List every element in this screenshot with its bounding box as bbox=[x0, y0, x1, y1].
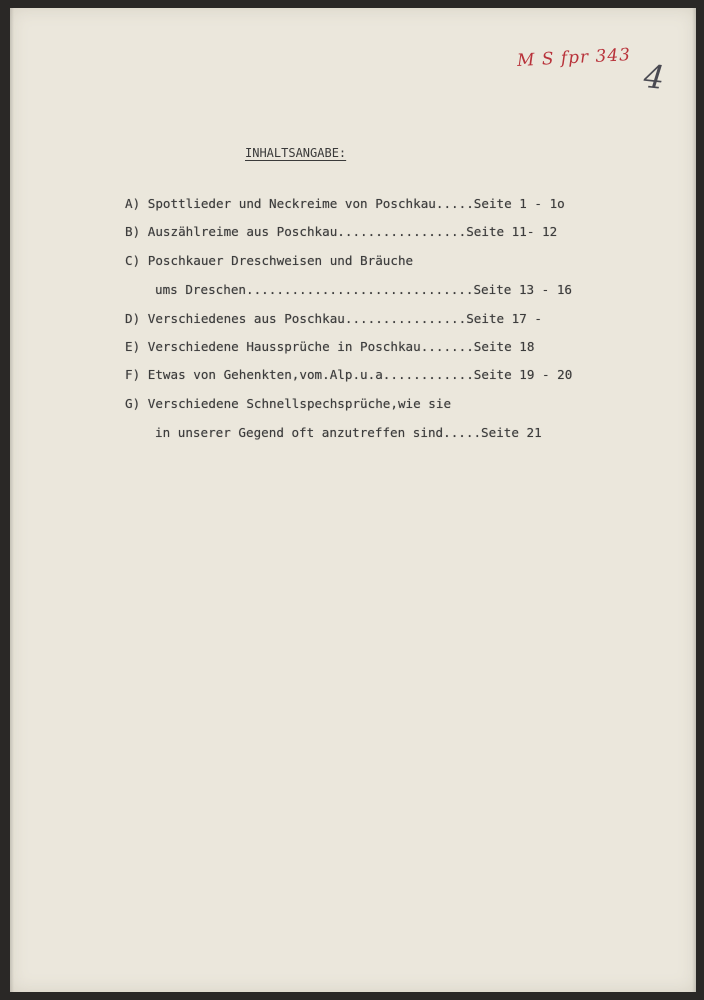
page-edge-right bbox=[692, 8, 696, 992]
toc-entry-f: F) Etwas von Gehenkten,vom.Alp.u.a............Seite 19 - 20 bbox=[125, 367, 573, 382]
toc-entry-d: D) Verschiedenes aus Poschkau................Seite 17 - bbox=[125, 311, 543, 326]
toc-entry-a: A) Spottlieder und Neckreime von Poschkau.....Seite 1 - 1o bbox=[125, 196, 565, 211]
document-page bbox=[10, 8, 696, 992]
toc-entry-e: E) Verschiedene Haussprüche in Poschkau.......Seite 18 bbox=[125, 339, 535, 354]
toc-entry-g-line1: G) Verschiedene Schnellspechsprüche,wie sie bbox=[125, 396, 452, 411]
toc-entry-b: B) Auszählreime aus Poschkau.................Seite 11- 12 bbox=[125, 224, 558, 239]
page-edge-left bbox=[10, 8, 14, 992]
toc-entry-g-line2: in unserer Gegend oft anzutreffen sind.....Seite 21 bbox=[155, 425, 542, 440]
handwritten-page-number: 4 bbox=[642, 57, 667, 97]
toc-entry-c-line1: C) Poschkauer Dreschweisen und Bräuche bbox=[125, 253, 414, 268]
archive-signature: M S fpr 343 bbox=[516, 45, 632, 71]
toc-entry-c-line2: ums Dreschen..............................Seite 13 - 16 bbox=[155, 282, 573, 297]
page-title: INHALTSANGABE: bbox=[245, 146, 347, 160]
